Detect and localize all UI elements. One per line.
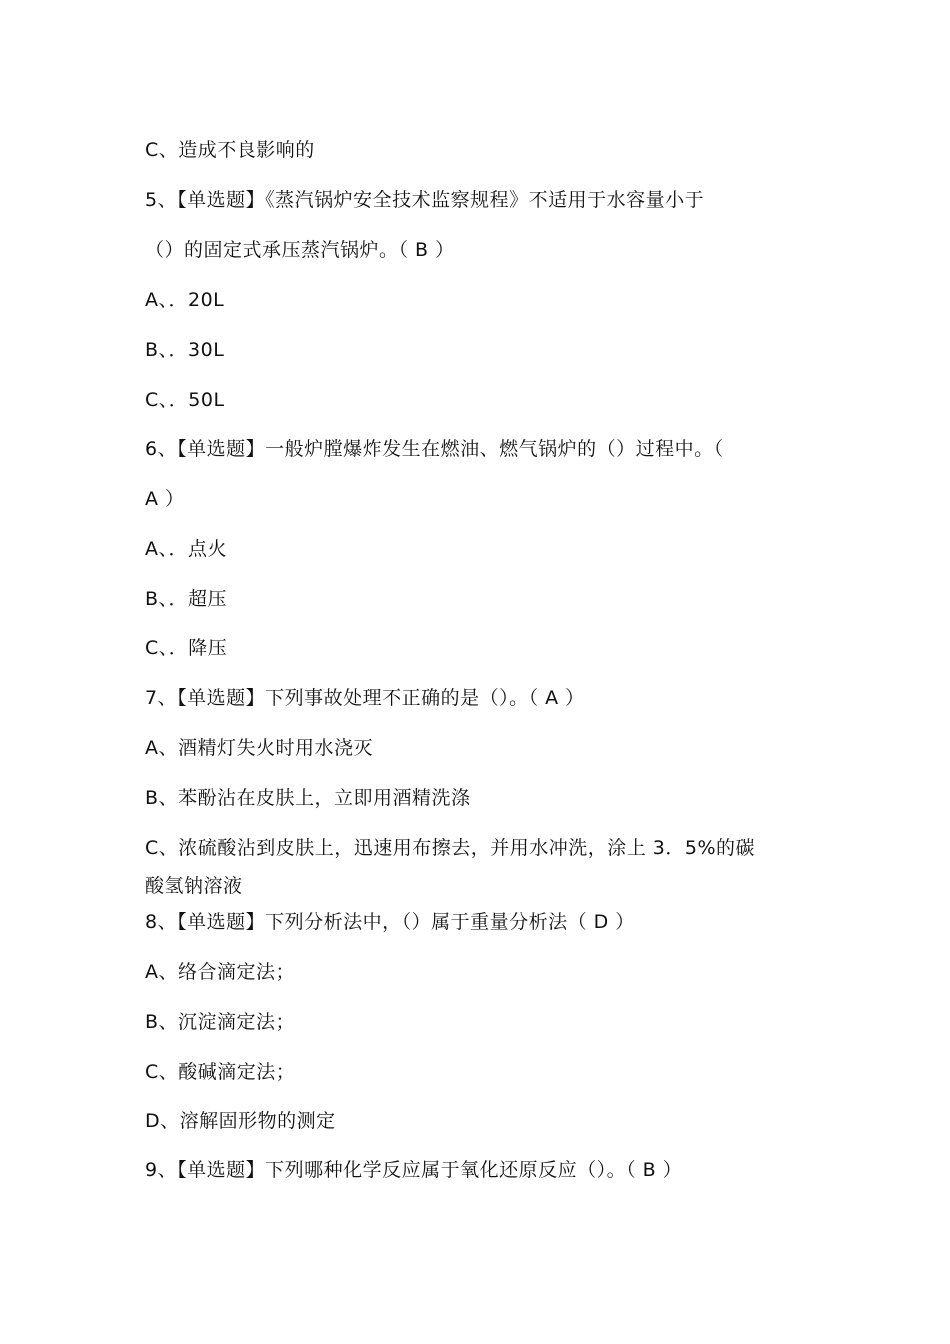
question-line-q6-part1: 6、【单选题】一般炉膛爆炸发生在燃油、燃气锅炉的（）过程中。（ bbox=[145, 438, 724, 460]
option-line-q8-d: D、溶解固形物的测定 bbox=[145, 1110, 336, 1132]
option-line-q7-c-part1: C、浓硫酸沾到皮肤上，迅速用布擦去，并用水冲洗，涂上 3．5%的碳 bbox=[145, 837, 756, 859]
option-line-q8-c: C、酸碱滴定法； bbox=[145, 1061, 296, 1083]
option-line-q5-b: B、．30L bbox=[145, 339, 225, 361]
question-line-q6-part2: A ） bbox=[145, 488, 185, 510]
option-line-q7-a: A、酒精灯失火时用水浇灭 bbox=[145, 737, 373, 759]
option-line-q7-b: B、苯酚沾在皮肤上，立即用酒精洗涤 bbox=[145, 787, 471, 809]
option-line-q7-c-part2: 酸氢钠溶液 bbox=[145, 875, 243, 897]
question-line-q8: 8、【单选题】下列分析法中，（）属于重量分析法（ D ） bbox=[145, 911, 635, 933]
option-line-q8-a: A、络合滴定法； bbox=[145, 961, 295, 983]
option-line-q8-b: B、沉淀滴定法； bbox=[145, 1011, 296, 1033]
question-line-q7: 7、【单选题】下列事故处理不正确的是（）。（ A ） bbox=[145, 687, 585, 709]
option-line-q6-c: C、．降压 bbox=[145, 637, 228, 659]
option-line-q6-b: B、．超压 bbox=[145, 588, 228, 610]
option-line-q4-c: C、造成不良影响的 bbox=[145, 139, 315, 161]
question-line-q9: 9、【单选题】下列哪种化学反应属于氧化还原反应（）。（ B ） bbox=[145, 1159, 683, 1181]
option-line-q6-a: A、．点火 bbox=[145, 538, 227, 560]
option-line-q5-c: C、．50L bbox=[145, 389, 225, 411]
option-line-q5-a: A、．20L bbox=[145, 289, 225, 311]
question-line-q5-part1: 5、【单选题】《蒸汽锅炉安全技术监察规程》不适用于水容量小于 bbox=[145, 189, 705, 211]
question-line-q5-part2: （）的固定式承压蒸汽锅炉。（ B ） bbox=[145, 239, 455, 261]
